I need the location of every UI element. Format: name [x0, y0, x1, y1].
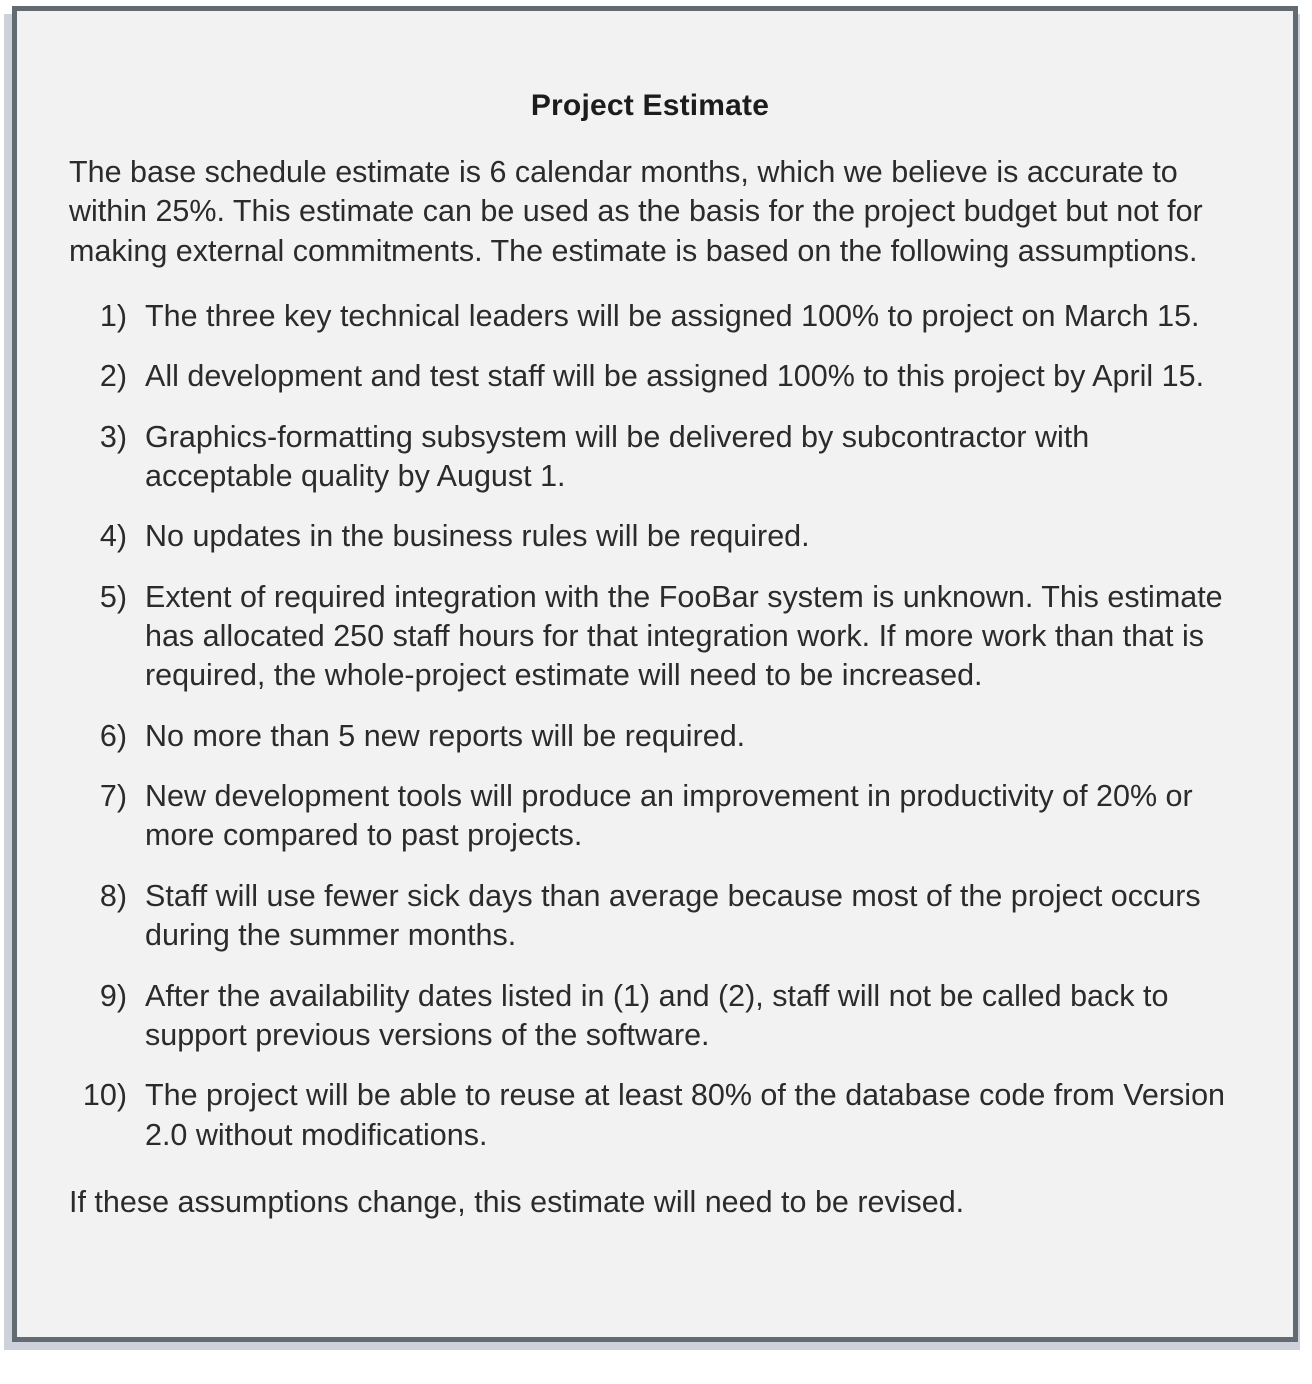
list-item-text: Graphics-formatting subsystem will be delivered by subcontractor with acceptable quality by August 1. [145, 419, 1090, 494]
list-item-number: 1) [99, 299, 127, 334]
list-item [69, 297, 1231, 336]
list-item [69, 977, 1231, 1056]
list-item-text: Staff will use fewer sick days than average because most of the project occurs during the summer months. [145, 878, 1201, 953]
list-item-text: The three key technical leaders will be assigned 100% to project on March 15. [145, 299, 1200, 334]
list-item-number: 9) [99, 978, 127, 1013]
list-item [69, 578, 1231, 696]
list-item-number: 7) [99, 779, 127, 814]
project-estimate-box [12, 6, 1298, 1342]
box-content [17, 11, 1293, 1337]
closing-paragraph: If these assumptions change, this estimate will need to be revised. [69, 1184, 965, 1219]
list-item [69, 717, 1231, 756]
list-item-text: No more than 5 new reports will be required. [145, 718, 746, 753]
list-item-text: After the availability dates listed in (1) and (2), staff will not be called back to support previous versions of the software. [145, 978, 1169, 1052]
list-item-text: No updates in the business rules will be required. [145, 519, 810, 554]
list-item-text: New development tools will produce an improvement in productivity of 20% or more compared to past projects. [145, 779, 1193, 853]
list-item [69, 357, 1231, 396]
intro-paragraph: The base schedule estimate is 6 calendar months, which we believe is accurate to within 25%. This estimate can be used as the basis for the project budget but not for making external commitments. The estimate is based on the following assumptions. [69, 155, 1203, 268]
list-item [69, 418, 1231, 497]
list-item-number: 5) [99, 579, 127, 614]
list-item-text: Extent of required integration with the FooBar system is unknown. This estimate has allocated 250 staff hours for that integration work. If more work than that is required, the whole-project estimate will need to be increased. [145, 579, 1223, 693]
list-item-number: 10) [82, 1078, 127, 1113]
list-item-text: The project will be able to reuse at least 80% of the database code from Version 2.0 without modifications. [145, 1078, 1225, 1152]
list-item-text: All development and test staff will be assigned 100% to this project by April 15. [145, 359, 1205, 394]
assumptions-list [69, 297, 1231, 1155]
list-item [69, 517, 1231, 556]
list-item-number: 2) [99, 359, 127, 394]
list-item-number: 4) [99, 519, 127, 554]
page-title: Project Estimate [530, 89, 770, 122]
list-item-number: 3) [99, 419, 127, 454]
list-item-number: 6) [99, 718, 127, 753]
list-item [69, 1076, 1231, 1155]
list-item [69, 877, 1231, 956]
list-item [69, 777, 1231, 856]
list-item-number: 8) [99, 878, 127, 913]
